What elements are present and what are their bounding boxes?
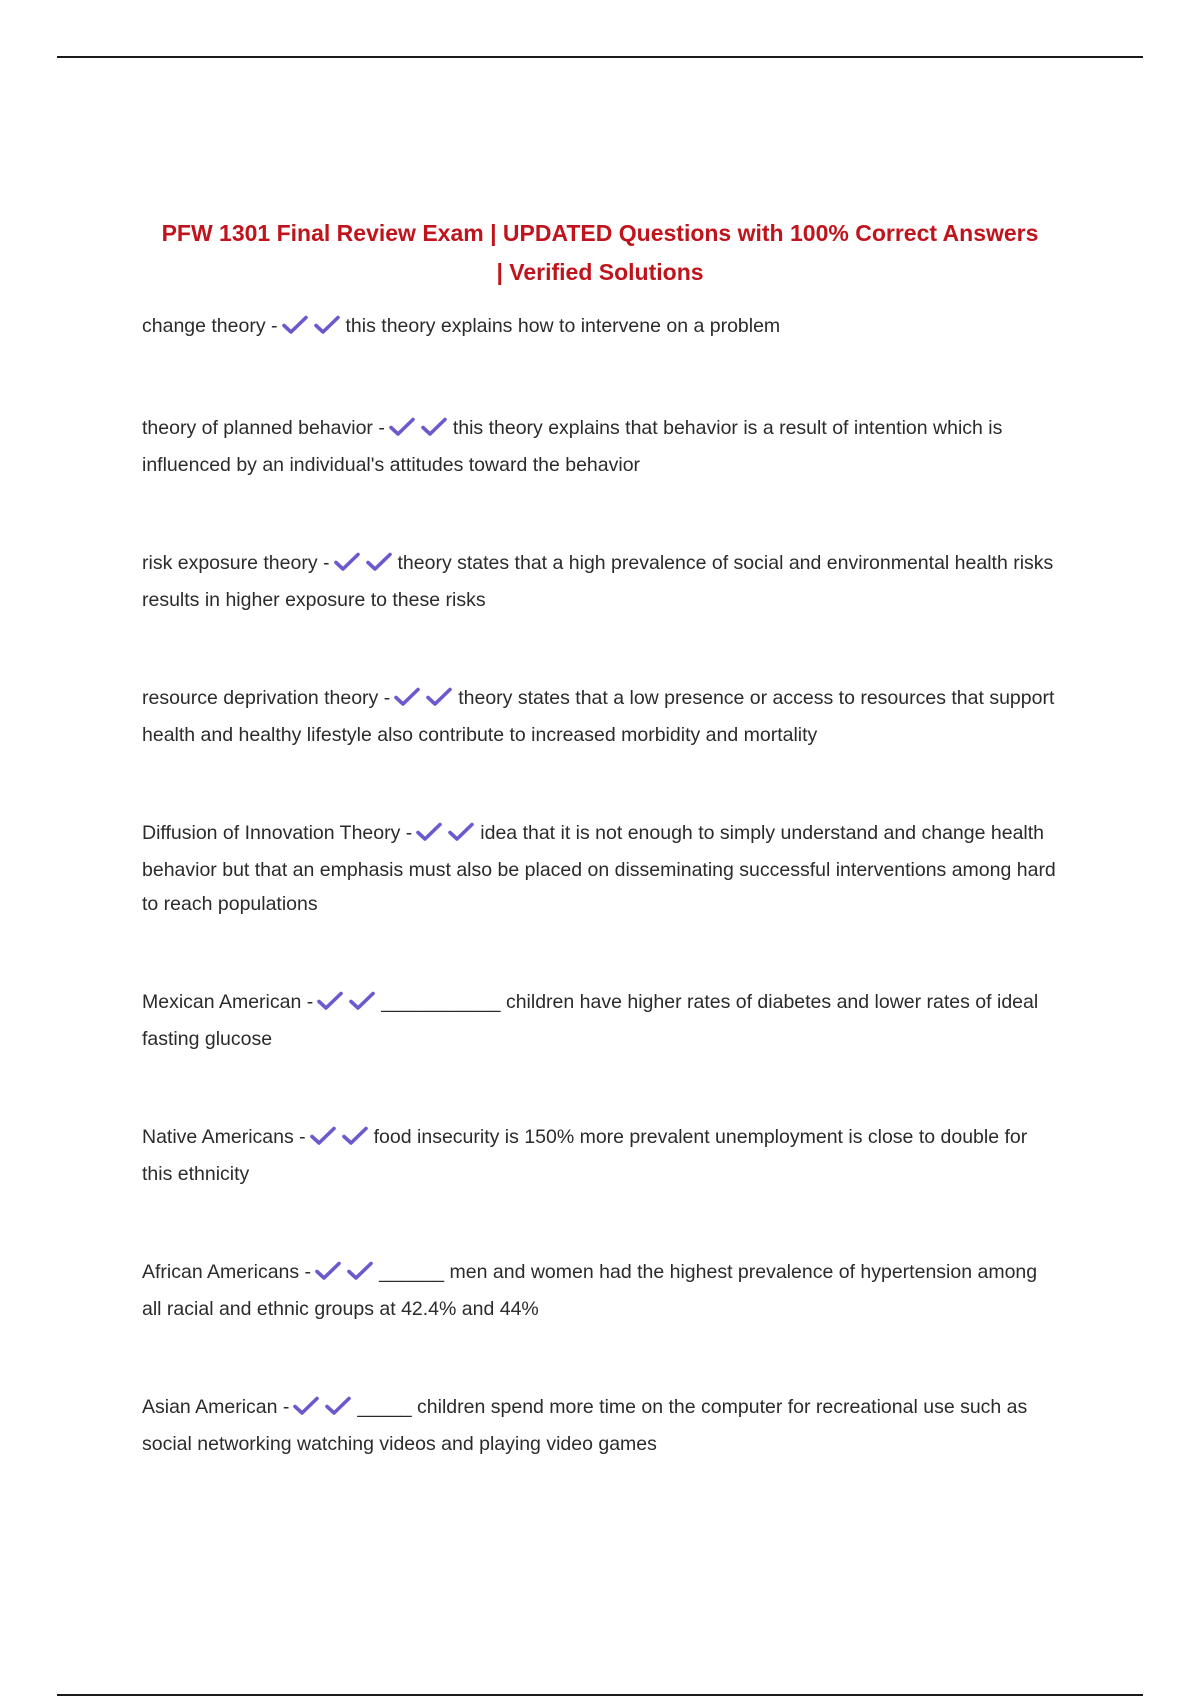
double-check-icons — [310, 1123, 370, 1157]
checkmark-icon — [334, 552, 360, 572]
entry-term: Mexican American - — [142, 991, 314, 1013]
document-title — [130, 214, 1070, 292]
double-check-icons — [389, 414, 449, 448]
entry-definition: this theory explains how to intervene on a problem — [345, 315, 781, 337]
entry-definition: idea that it is not enough to simply understand and change health behavior but that an emphasis must also be placed on disseminating successful interventions among hard to reach populations — [142, 822, 1056, 915]
qa-entry — [142, 411, 1062, 482]
checkmark-icon — [315, 1261, 341, 1281]
entry-definition: theory states that a high prevalence of social and environmental health risks results in higher exposure to these risks — [142, 552, 1054, 611]
checkmark-icon — [349, 991, 375, 1011]
checkmark-icon — [389, 417, 415, 437]
checkmark-icon — [310, 1126, 336, 1146]
entry-term: change theory - — [142, 315, 278, 337]
header-rule — [57, 56, 1143, 58]
entry-definition: this theory explains that behavior is a result of intention which is influenced by an individual's attitudes toward the behavior — [142, 417, 1003, 476]
entry-term: risk exposure theory - — [142, 552, 330, 574]
entry-term: resource deprivation theory - — [142, 687, 391, 709]
double-check-icons — [416, 819, 476, 853]
checkmark-icon — [282, 315, 308, 335]
entry-term: Native Americans - — [142, 1126, 306, 1148]
checkmark-icon — [317, 991, 343, 1011]
entry-definition: ______ men and women had the highest prevalence of hypertension among all racial and ethnic groups at 42.4% and 44% — [142, 1261, 1038, 1320]
footer-rule — [57, 1694, 1143, 1696]
checkmark-icon — [416, 822, 442, 842]
qa-entry — [142, 1255, 1062, 1326]
entry-term: Diffusion of Innovation Theory - — [142, 822, 413, 844]
checkmark-icon — [347, 1261, 373, 1281]
double-check-icons — [394, 684, 454, 718]
entry-term: African Americans - — [142, 1261, 312, 1283]
checkmark-icon — [293, 1396, 319, 1416]
entry-definition: _____ children spend more time on the computer for recreational use such as social networking watching videos and playing video games — [142, 1396, 1028, 1455]
checkmark-icon — [394, 687, 420, 707]
entry-term: Asian American - — [142, 1396, 290, 1418]
checkmark-icon — [314, 315, 340, 335]
qa-entry — [142, 1390, 1062, 1461]
checkmark-icon — [342, 1126, 368, 1146]
checkmark-icon — [448, 822, 474, 842]
qa-entry — [142, 1120, 1062, 1191]
double-check-icons — [315, 1258, 375, 1292]
checkmark-icon — [325, 1396, 351, 1416]
entry-term: theory of planned behavior - — [142, 417, 385, 439]
checkmark-icon — [366, 552, 392, 572]
title-line-2: | Verified Solutions — [496, 259, 704, 285]
checkmark-icon — [426, 687, 452, 707]
entry-definition: theory states that a low presence or access to resources that support health and healthy lifestyle also contribute to increased morbidity and mortality — [142, 687, 1055, 746]
qa-entry — [142, 681, 1062, 752]
title-line-1: PFW 1301 Final Review Exam | UPDATED Questions with 100% Correct Answers — [161, 220, 1039, 246]
qa-entry — [142, 985, 1062, 1056]
qa-entry — [142, 309, 1062, 346]
double-check-icons — [282, 312, 342, 346]
entry-definition: food insecurity is 150% more prevalent unemployment is close to double for this ethnicity — [142, 1126, 1028, 1185]
qa-entry — [142, 546, 1062, 617]
double-check-icons — [293, 1393, 353, 1427]
double-check-icons — [317, 988, 377, 1022]
entry-definition: ___________ children have higher rates of diabetes and lower rates of ideal fasting glucose — [142, 991, 1039, 1050]
double-check-icons — [334, 549, 394, 583]
qa-entry — [142, 816, 1062, 921]
checkmark-icon — [421, 417, 447, 437]
